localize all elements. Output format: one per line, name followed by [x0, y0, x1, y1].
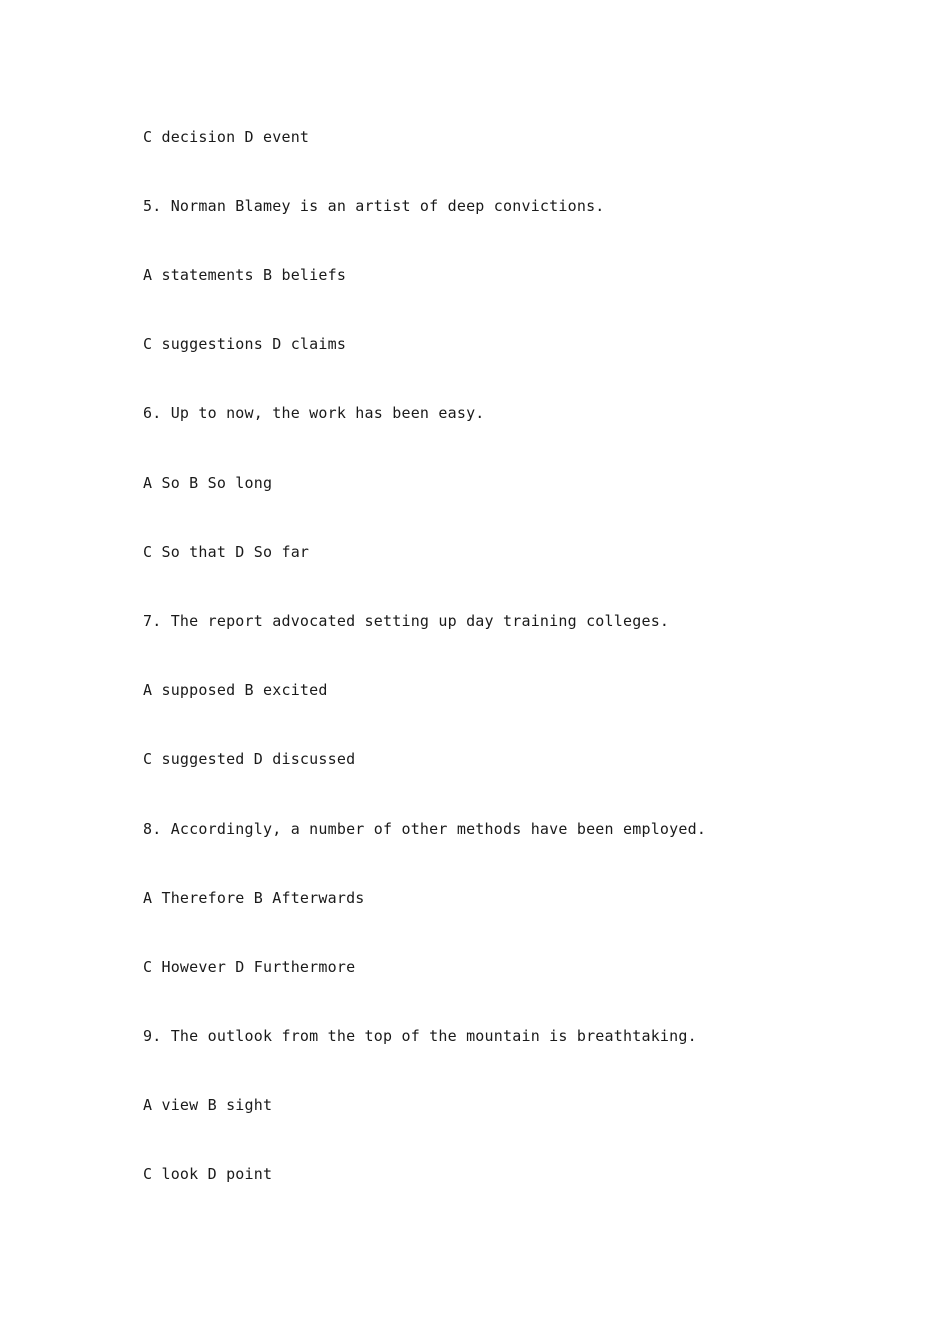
question-line: 9. The outlook from the top of the mountain is breathtaking.: [143, 1027, 697, 1045]
option-line: A supposed B excited: [143, 681, 328, 699]
option-line: C suggestions D claims: [143, 335, 347, 353]
question-line: 8. Accordingly, a number of other methods have been employed.: [143, 820, 707, 838]
question-line: 6. Up to now, the work has been easy.: [143, 404, 485, 422]
option-line: C look D point: [143, 1165, 273, 1183]
option-line: C So that D So far: [143, 543, 310, 561]
option-line: A view B sight: [143, 1096, 273, 1114]
option-line: C suggested D discussed: [143, 750, 356, 768]
question-line: 7. The report advocated setting up day training colleges.: [143, 612, 670, 630]
option-line: C decision D event: [143, 128, 310, 146]
option-line: A So B So long: [143, 474, 273, 492]
option-line: C However D Furthermore: [143, 958, 356, 976]
option-line: A statements B beliefs: [143, 266, 347, 284]
question-line: 5. Norman Blamey is an artist of deep convictions.: [143, 197, 605, 215]
option-line: A Therefore B Afterwards: [143, 889, 365, 907]
